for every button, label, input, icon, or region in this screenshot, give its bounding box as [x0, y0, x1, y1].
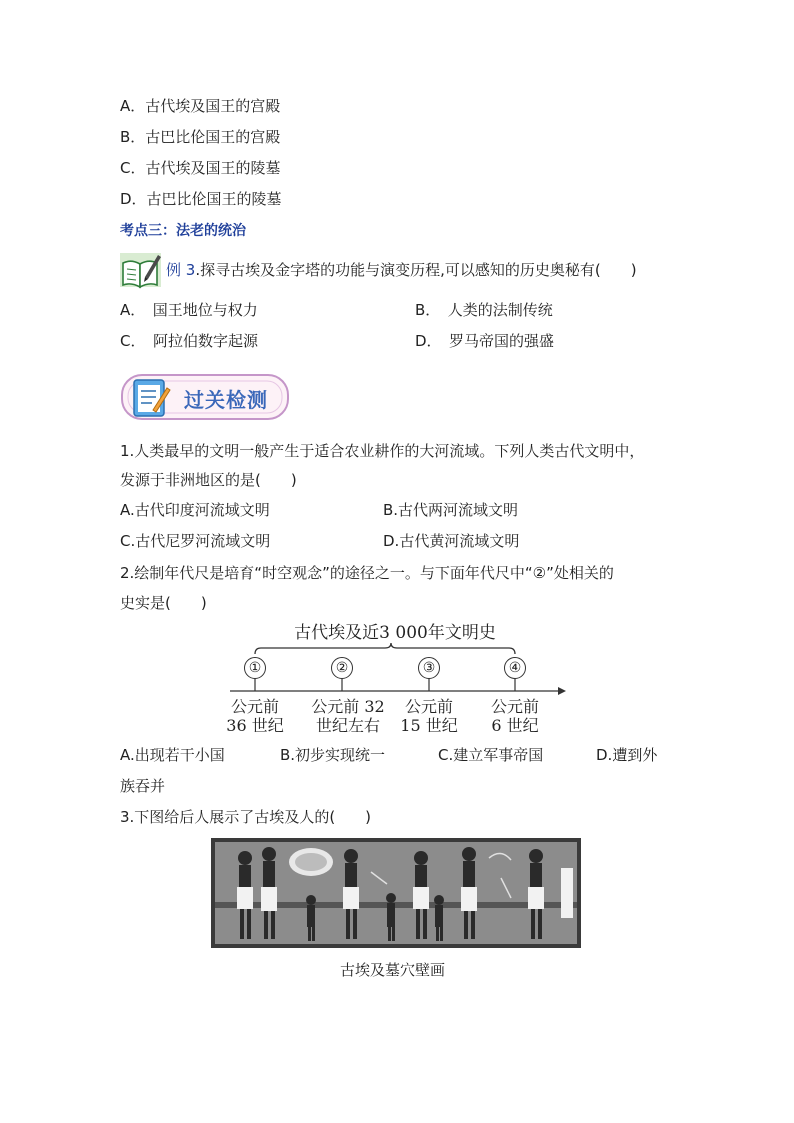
check-title: 过关检测 [184, 388, 268, 412]
timeline-label-4 [475, 697, 555, 735]
q1-text-line1: 1.人类最早的文明一般产生于适合农业耕作的大河流域。下列人类古代文明中， [120, 442, 645, 460]
option-b: B．古巴比伦国王的宫殿 [120, 128, 281, 146]
q2-option-d-wrap: 族吞并 [120, 777, 166, 795]
q2-text-line2: 史实是( ) [120, 594, 207, 612]
timeline-label-2 [296, 697, 400, 735]
timeline-mark-2: ② [331, 657, 353, 679]
q3-text-line1: 3.下图给后人展示了古埃及人的( ) [120, 808, 372, 826]
q2-option-d: D.遭到外 [596, 746, 658, 764]
timeline-label-3 [389, 697, 469, 735]
mural-figures [211, 838, 581, 948]
timeline-label-1 [215, 697, 295, 735]
notepad-icon [134, 380, 170, 416]
timeline-label-4-line2: 6 世纪 [491, 716, 539, 735]
example-option-d: D． 罗马帝国的强盛 [415, 332, 555, 350]
q2-option-a: A.出现若干小国 [120, 746, 225, 764]
option-a: A．古代埃及国王的宫殿 [120, 97, 281, 115]
q1-option-a: A.古代印度河流域文明 [120, 501, 270, 519]
q1-option-b: B.古代两河流域文明 [383, 501, 519, 519]
tomb-mural-image [211, 838, 581, 948]
example-question [166, 260, 637, 280]
timeline-label-3-line1: 公元前 [404, 697, 453, 716]
example-label: 例 3 [166, 261, 196, 279]
timeline-label-1-line2: 36 世纪 [226, 716, 284, 735]
timeline-mark-1: ① [244, 657, 266, 679]
option-c: C．古代埃及国王的陵墓 [120, 159, 281, 177]
section-heading: 考点三：法老的统治 [120, 223, 246, 239]
timeline-label-2-line2: 世纪左右 [315, 716, 380, 735]
example-option-b: B． 人类的法制传统 [415, 301, 553, 319]
q1-option-d: D.古代黄河流域文明 [383, 532, 520, 550]
timeline-mark-3: ③ [418, 657, 440, 679]
example-option-a: A． 国王地位与权力 [120, 301, 258, 319]
timeline-label-4-line1: 公元前 [490, 697, 539, 716]
q2-option-c: C.建立军事帝国 [438, 746, 544, 764]
figure-caption: 古埃及墓穴壁画 [340, 961, 446, 979]
q2-option-b: B.初步实现统一 [280, 746, 386, 764]
timeline-title: 古代埃及近3 000年文明史 [294, 623, 496, 643]
timeline-label-3-line2: 15 世纪 [400, 716, 458, 735]
timeline-label-2-line1: 公元前 32 [311, 697, 385, 716]
q1-option-c: C.古代尼罗河流域文明 [120, 532, 271, 550]
timeline-mark-4: ④ [504, 657, 526, 679]
example-question-text: .探寻古埃及金字塔的功能与演变历程,可以感知的历史奥秘有( ) [195, 261, 637, 279]
q1-text-line2: 发源于非洲地区的是( ) [120, 471, 297, 489]
timeline-label-1-line1: 公元前 [230, 697, 279, 716]
option-d: D．古巴比伦国王的陵墓 [120, 190, 282, 208]
book-pen-icon [119, 251, 163, 289]
example-option-c: C． 阿拉伯数字起源 [120, 332, 258, 350]
q2-text-line1: 2.绘制年代尺是培育“时空观念”的途径之一。与下面年代尺中“②”处相关的 [120, 564, 614, 582]
